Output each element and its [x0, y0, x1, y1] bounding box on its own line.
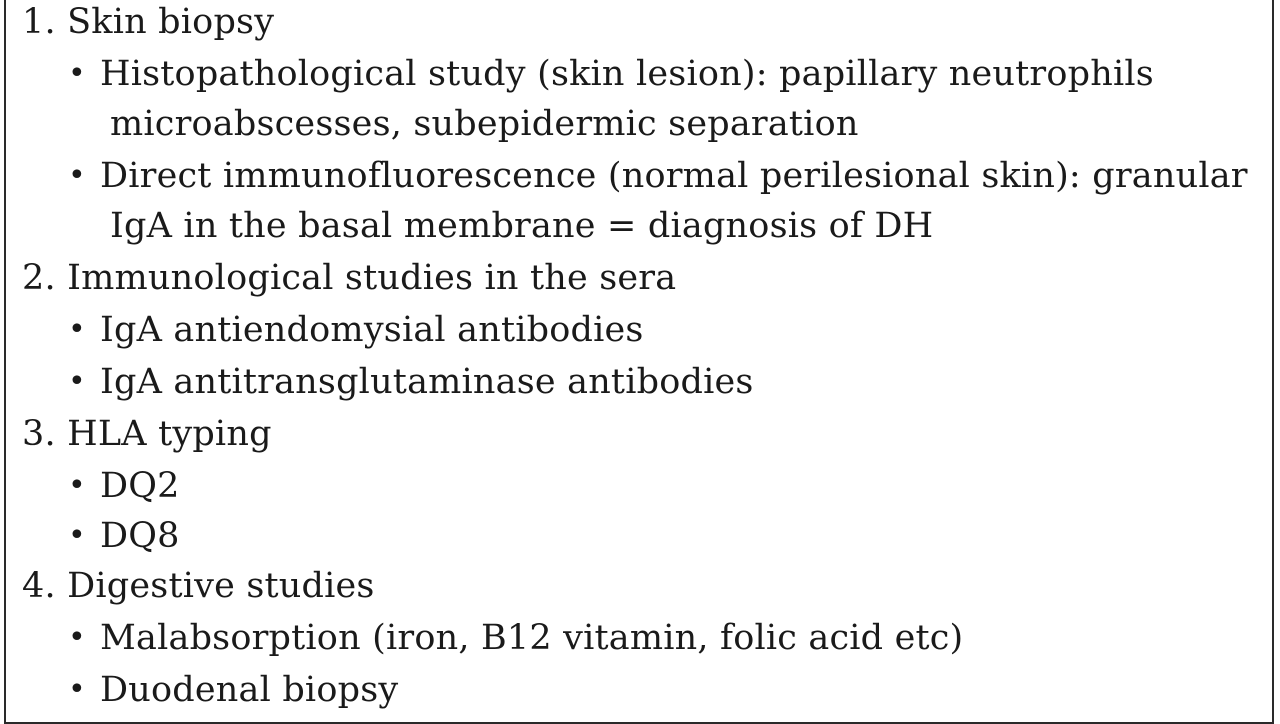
list-item-text: IgA antitransglutaminase antibodies: [100, 362, 754, 402]
section-title: Immunological studies in the sera: [67, 258, 677, 298]
list-bullet: •: [68, 672, 86, 707]
list-item-text-continuation: microabscesses, subepidermic separation: [110, 104, 859, 144]
list-bullet: •: [68, 620, 86, 655]
section-heading-skin-biopsy: [22, 2, 274, 42]
section-number: 3.: [22, 414, 56, 454]
list-bullet: •: [68, 56, 86, 91]
list-item-text: DQ2: [100, 466, 180, 506]
section-heading-digestive-studies: [22, 566, 375, 606]
list-item-text: Malabsorption (iron, B12 vitamin, folic acid etc): [100, 618, 964, 658]
list-item-text: DQ8: [100, 516, 180, 556]
list-bullet: •: [68, 158, 86, 193]
list-bullet: •: [68, 468, 86, 503]
list-item-text: Direct immunofluorescence (normal perilesional skin): granular: [100, 156, 1248, 196]
section-number: 2.: [22, 258, 56, 298]
section-number: 1.: [22, 2, 56, 42]
section-number: 4.: [22, 566, 56, 606]
list-item-text-continuation: IgA in the basal membrane = diagnosis of DH: [110, 206, 934, 246]
list-bullet: •: [68, 518, 86, 553]
section-title: HLA typing: [67, 414, 272, 454]
section-heading-immunological-studies: [22, 258, 676, 298]
section-title: Digestive studies: [67, 566, 375, 606]
list-item-text: Duodenal biopsy: [100, 670, 399, 710]
list-bullet: •: [68, 312, 86, 347]
section-title: Skin biopsy: [67, 2, 275, 42]
section-heading-hla-typing: [22, 414, 272, 454]
list-bullet: •: [68, 364, 86, 399]
list-item-text: IgA antiendomysial antibodies: [100, 310, 644, 350]
list-item-text: Histopathological study (skin lesion): papillary neutrophils: [100, 54, 1154, 94]
